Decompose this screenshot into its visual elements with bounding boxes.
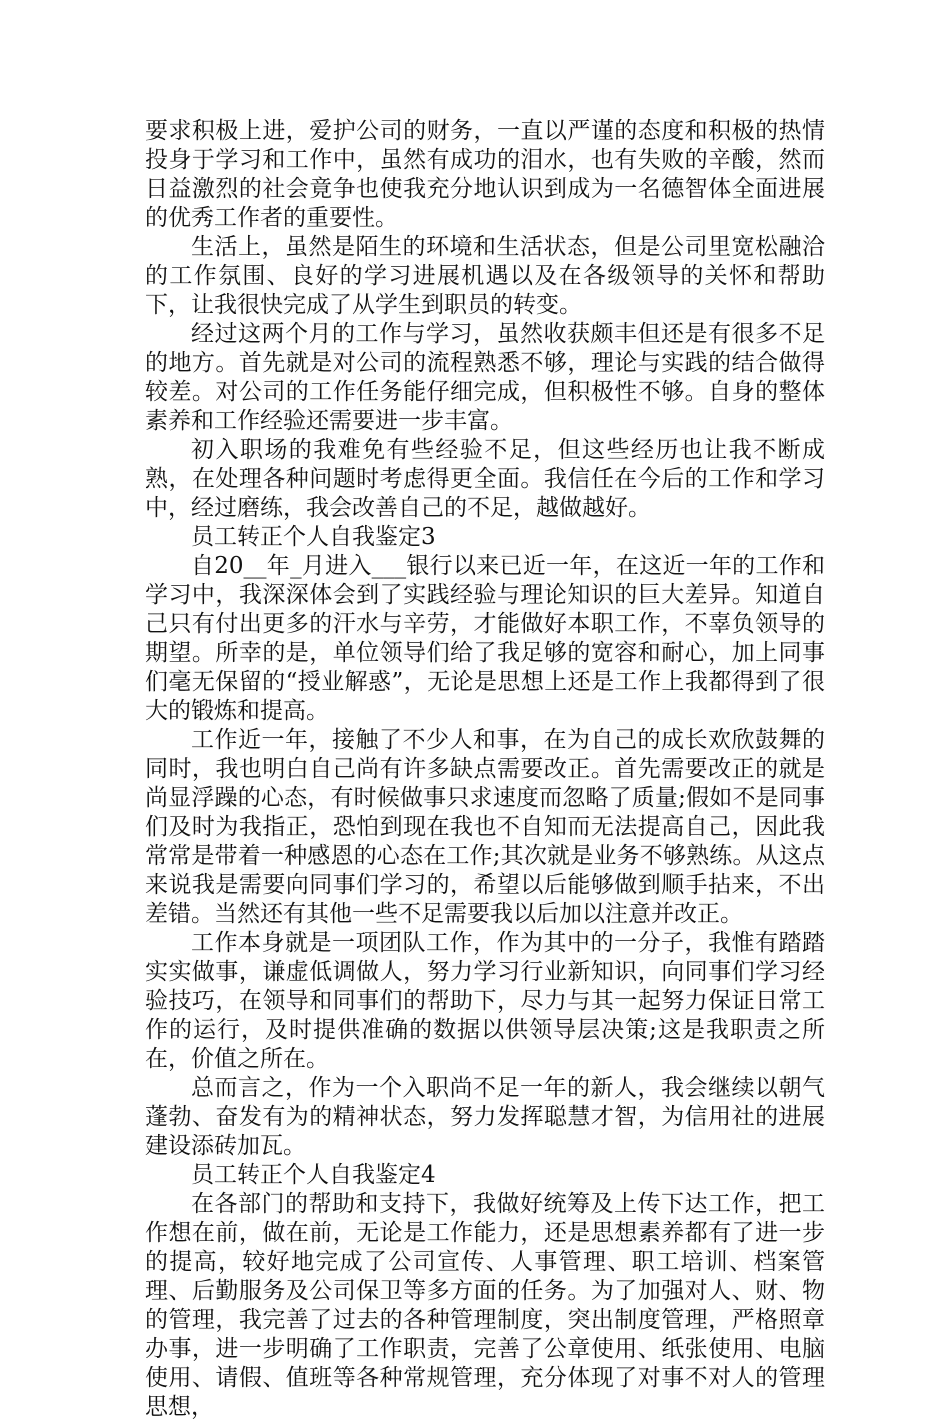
paragraph-6: 工作近一年，接触了不少人和事，在为自己的成长欢欣鼓舞的同时，我也明白自己尚有许多缺点需要改正。首先需要改正的就是尚显浮躁的心态，有时候做事只求速度而忽略了质量;假如不是同事们及时为我指正，恐怕到现在我也不自知而无法提高自己，因此我常常是带着一种感恩的心态在工作;其次就是业务不够熟练。从这点来说我是需要向同事们学习的，希望以后能够做到顺手拈来，不出差错。当然还有其他一些不足需要我以后加以注意并改正。 <box>145 727 825 927</box>
paragraph-9: 在各部门的帮助和支持下，我做好统筹及上传下达工作，把工作想在前，做在前，无论是工作能力，还是思想素养都有了进一步的提高，较好地完成了公司宣传、人事管理、职工培训、档案管理、后勤服务及公司保卫等多方面的任务。为了加强对人、财、物的管理，我完善了过去的各种管理制度，突出制度管理，严格照章办事，进一步明确了工作职责，完善了公章使用、纸张使用、电脑使用、请假、值班等各种常规管理，充分体现了对事不对人的管理思想， <box>145 1191 825 1420</box>
paragraph-8: 总而言之，作为一个入职尚不足一年的新人，我会继续以朝气蓬勃、奋发有为的精神状态，努力发挥聪慧才智，为信用社的进展建设添砖加瓦。 <box>145 1075 825 1159</box>
paragraph-5: 自20__年_月进入___银行以来已近一年，在这近一年的工作和学习中，我深深体会到了实践经验与理论知识的巨大差异。知道自己只有付出更多的汗水与辛劳，才能做好本职工作，不辜负领导的期望。所幸的是，单位领导们给了我足够的宽容和耐心，加上同事们毫无保留的“授业解惑”，无论是思想上还是工作上我都得到了很大的锻炼和提高。 <box>145 553 825 724</box>
paragraph-4: 初入职场的我难免有些经验不足，但这些经历也让我不断成熟，在处理各种问题时考虑得更全面。我信任在今后的工作和学习中，经过磨练，我会改善自己的不足，越做越好。 <box>145 437 825 521</box>
document-page <box>145 117 825 1422</box>
paragraph-2: 生活上，虽然是陌生的环境和生活状态，但是公司里宽松融洽的工作氛围、良好的学习进展机遇以及在各级领导的关怀和帮助下，让我很快完成了从学生到职员的转变。 <box>145 234 825 318</box>
section-heading-3: 员工转正个人自我鉴定3 <box>191 524 436 550</box>
paragraph-7: 工作本身就是一项团队工作，作为其中的一分子，我惟有踏踏实实做事，谦虚低调做人，努力学习行业新知识，向同事们学习经验技巧，在领导和同事们的帮助下，尽力与其一起努力保证日常工作的运行，及时提供准确的数据以供领导层决策;这是我职责之所在，价值之所在。 <box>145 930 825 1072</box>
paragraph-3: 经过这两个月的工作与学习，虽然收获颇丰但还是有很多不足的地方。首先就是对公司的流程熟悉不够，理论与实践的结合做得较差。对公司的工作任务能仔细完成，但积极性不够。自身的整体素养和工作经验还需要进一步丰富。 <box>145 321 825 434</box>
section-heading-4: 员工转正个人自我鉴定4 <box>191 1162 436 1188</box>
paragraph-1: 要求积极上进，爱护公司的财务，一直以严谨的态度和积极的热情投身于学习和工作中，虽然有成功的泪水，也有失败的辛酸，然而日益激烈的社会竟争也使我充分地认识到成为一名德智体全面进展的优秀工作者的重要性。 <box>145 118 825 231</box>
